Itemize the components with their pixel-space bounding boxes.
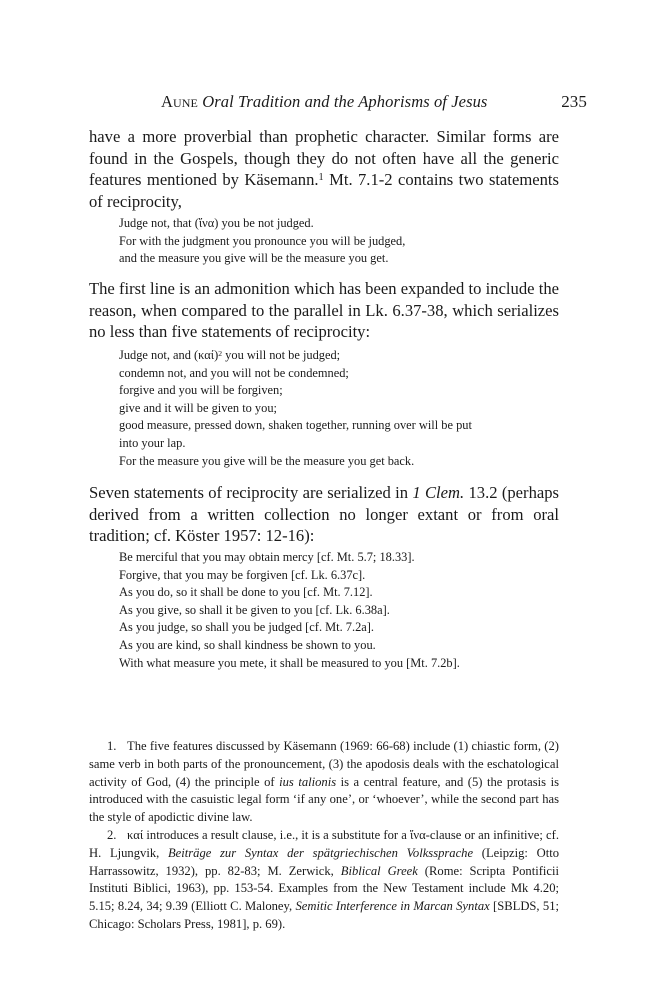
quote-line-first-b: you will not be judged; bbox=[222, 348, 341, 362]
quote-line: For with the judgment you pronounce you will be judged, bbox=[119, 233, 406, 248]
footnote-2-italic-2: Biblical Greek bbox=[340, 863, 418, 878]
quote-line: give and it will be given to you; bbox=[119, 400, 277, 415]
footnote-2 bbox=[89, 827, 559, 934]
footnote-2-text-c: (Rome: Scripta Pontificii Instituti Biblici, 1963), pp. 153-54. Examples from the New Testament include Mk 4.20; 5.15; 8.24, 34; 9.39 (Elliott C. Maloney, bbox=[89, 863, 559, 914]
quote-line: forgive and you will be forgiven; bbox=[119, 383, 283, 398]
quote-line: For the measure you give will be the measure you get back. bbox=[119, 453, 415, 468]
quote-line: With what measure you mete, it shall be measured to you [Mt. 7.2b]. bbox=[119, 655, 460, 670]
footnote-1 bbox=[89, 738, 559, 827]
page-number: 235 bbox=[561, 92, 587, 111]
quote-clement bbox=[119, 549, 549, 672]
paragraph-1-text-a: have a more proverbial than prophetic character. Similar forms are found in the Gospels, though they do not often have all the generic features mentioned by Käsemann. bbox=[89, 127, 559, 189]
running-head bbox=[161, 92, 587, 112]
running-head-title: Oral Tradition and the Aphorisms of Jesus bbox=[202, 92, 488, 111]
quote-line-first-a: Judge not, and (καί) bbox=[119, 348, 219, 362]
paragraph-1-text-b: Mt. 7.1-2 contains two statements of reciprocity, bbox=[89, 170, 559, 211]
quote-line: As you are kind, so shall kindness be shown to you. bbox=[119, 637, 376, 652]
quote-line: Judge not, that (ἵνα) you be not judged. bbox=[119, 216, 314, 230]
paragraph-3 bbox=[89, 482, 559, 547]
running-head-author: Aune bbox=[161, 92, 198, 111]
quote-line: condemn not, and you will not be condemned; bbox=[119, 365, 349, 380]
footnote-2-text-d: [SBLDS, 51; Chicago: Scholars Press, 1981], p. 69). bbox=[89, 899, 559, 931]
footnote-2-italic-1: Beiträge zur Syntax der spätgriechischen Volkssprache bbox=[167, 845, 474, 860]
quote-line: As you give, so shall it be given to you [cf. Lk. 6.38a]. bbox=[119, 602, 390, 617]
footnote-2-text-b: (Leipzig: Otto Harrassowitz, 1932), pp. 82-83; M. Zerwick, bbox=[89, 845, 559, 878]
paragraph-3-ref: 1 Clem. bbox=[412, 483, 465, 502]
footnote-2-text-a: καί introduces a result clause, i.e., it is a substitute for a ἵνα-clause or an infinitive; cf. H. Ljungvik, bbox=[89, 827, 559, 860]
footnote-1-text-a: The five features discussed by Käsemann (1969: 66-68) include (1) chiastic form, (2) same verb in both parts of the pronouncement, (3) the apodosis deals with the eschatological activity of God, (4) the principle of bbox=[89, 739, 559, 789]
quote-line: Be merciful that you may obtain mercy [cf. Mt. 5.7; 18.33]. bbox=[119, 550, 415, 564]
quote-line: into your lap. bbox=[119, 435, 186, 450]
paragraph-1 bbox=[89, 126, 559, 212]
paragraph-3-text-b: 13.2 (perhaps derived from a written collection no longer extant or from oral tradition; cf. Köster 1957: 12-16): bbox=[89, 483, 559, 545]
quote-line: and the measure you give will be the measure you get. bbox=[119, 251, 389, 266]
footnotes bbox=[89, 738, 559, 934]
footnote-2-italic-3: Semitic Interference in Marcan Syntax bbox=[295, 899, 490, 914]
quote-line: good measure, pressed down, shaken together, running over will be put bbox=[119, 418, 472, 433]
footnote-ref-2: 2 bbox=[218, 348, 223, 358]
footnote-2-number: 2. bbox=[107, 827, 117, 842]
quote-line: As you judge, so shall you be judged [cf. Mt. 7.2a]. bbox=[119, 620, 375, 635]
quote-luke bbox=[119, 347, 549, 470]
footnote-1-italic: ius talionis bbox=[279, 774, 337, 789]
paragraph-2: The first line is an admonition which has been expanded to include the reason, when compared to the parallel in Lk. 6.37-38, which serializes no less than five statements of reciprocity: bbox=[89, 279, 559, 341]
paragraph-3-text-a: Seven statements of reciprocity are serialized in bbox=[89, 483, 413, 502]
quote-matthew bbox=[119, 215, 539, 268]
quote-line: As you do, so it shall be done to you [cf. Mt. 7.12]. bbox=[119, 585, 373, 600]
quote-line bbox=[119, 347, 549, 365]
footnote-1-text-b: is a central feature, and (5) the protasis is introduced with the casuistic legal form ‘if any one’, or ‘whoever’, while the second part has the style of apodictic divine law. bbox=[89, 774, 559, 825]
footnote-1-number: 1. bbox=[107, 739, 117, 753]
footnote-ref-1: 1 bbox=[318, 172, 324, 184]
quote-line: Forgive, that you may be forgiven [cf. Lk. 6.37c]. bbox=[119, 567, 366, 582]
